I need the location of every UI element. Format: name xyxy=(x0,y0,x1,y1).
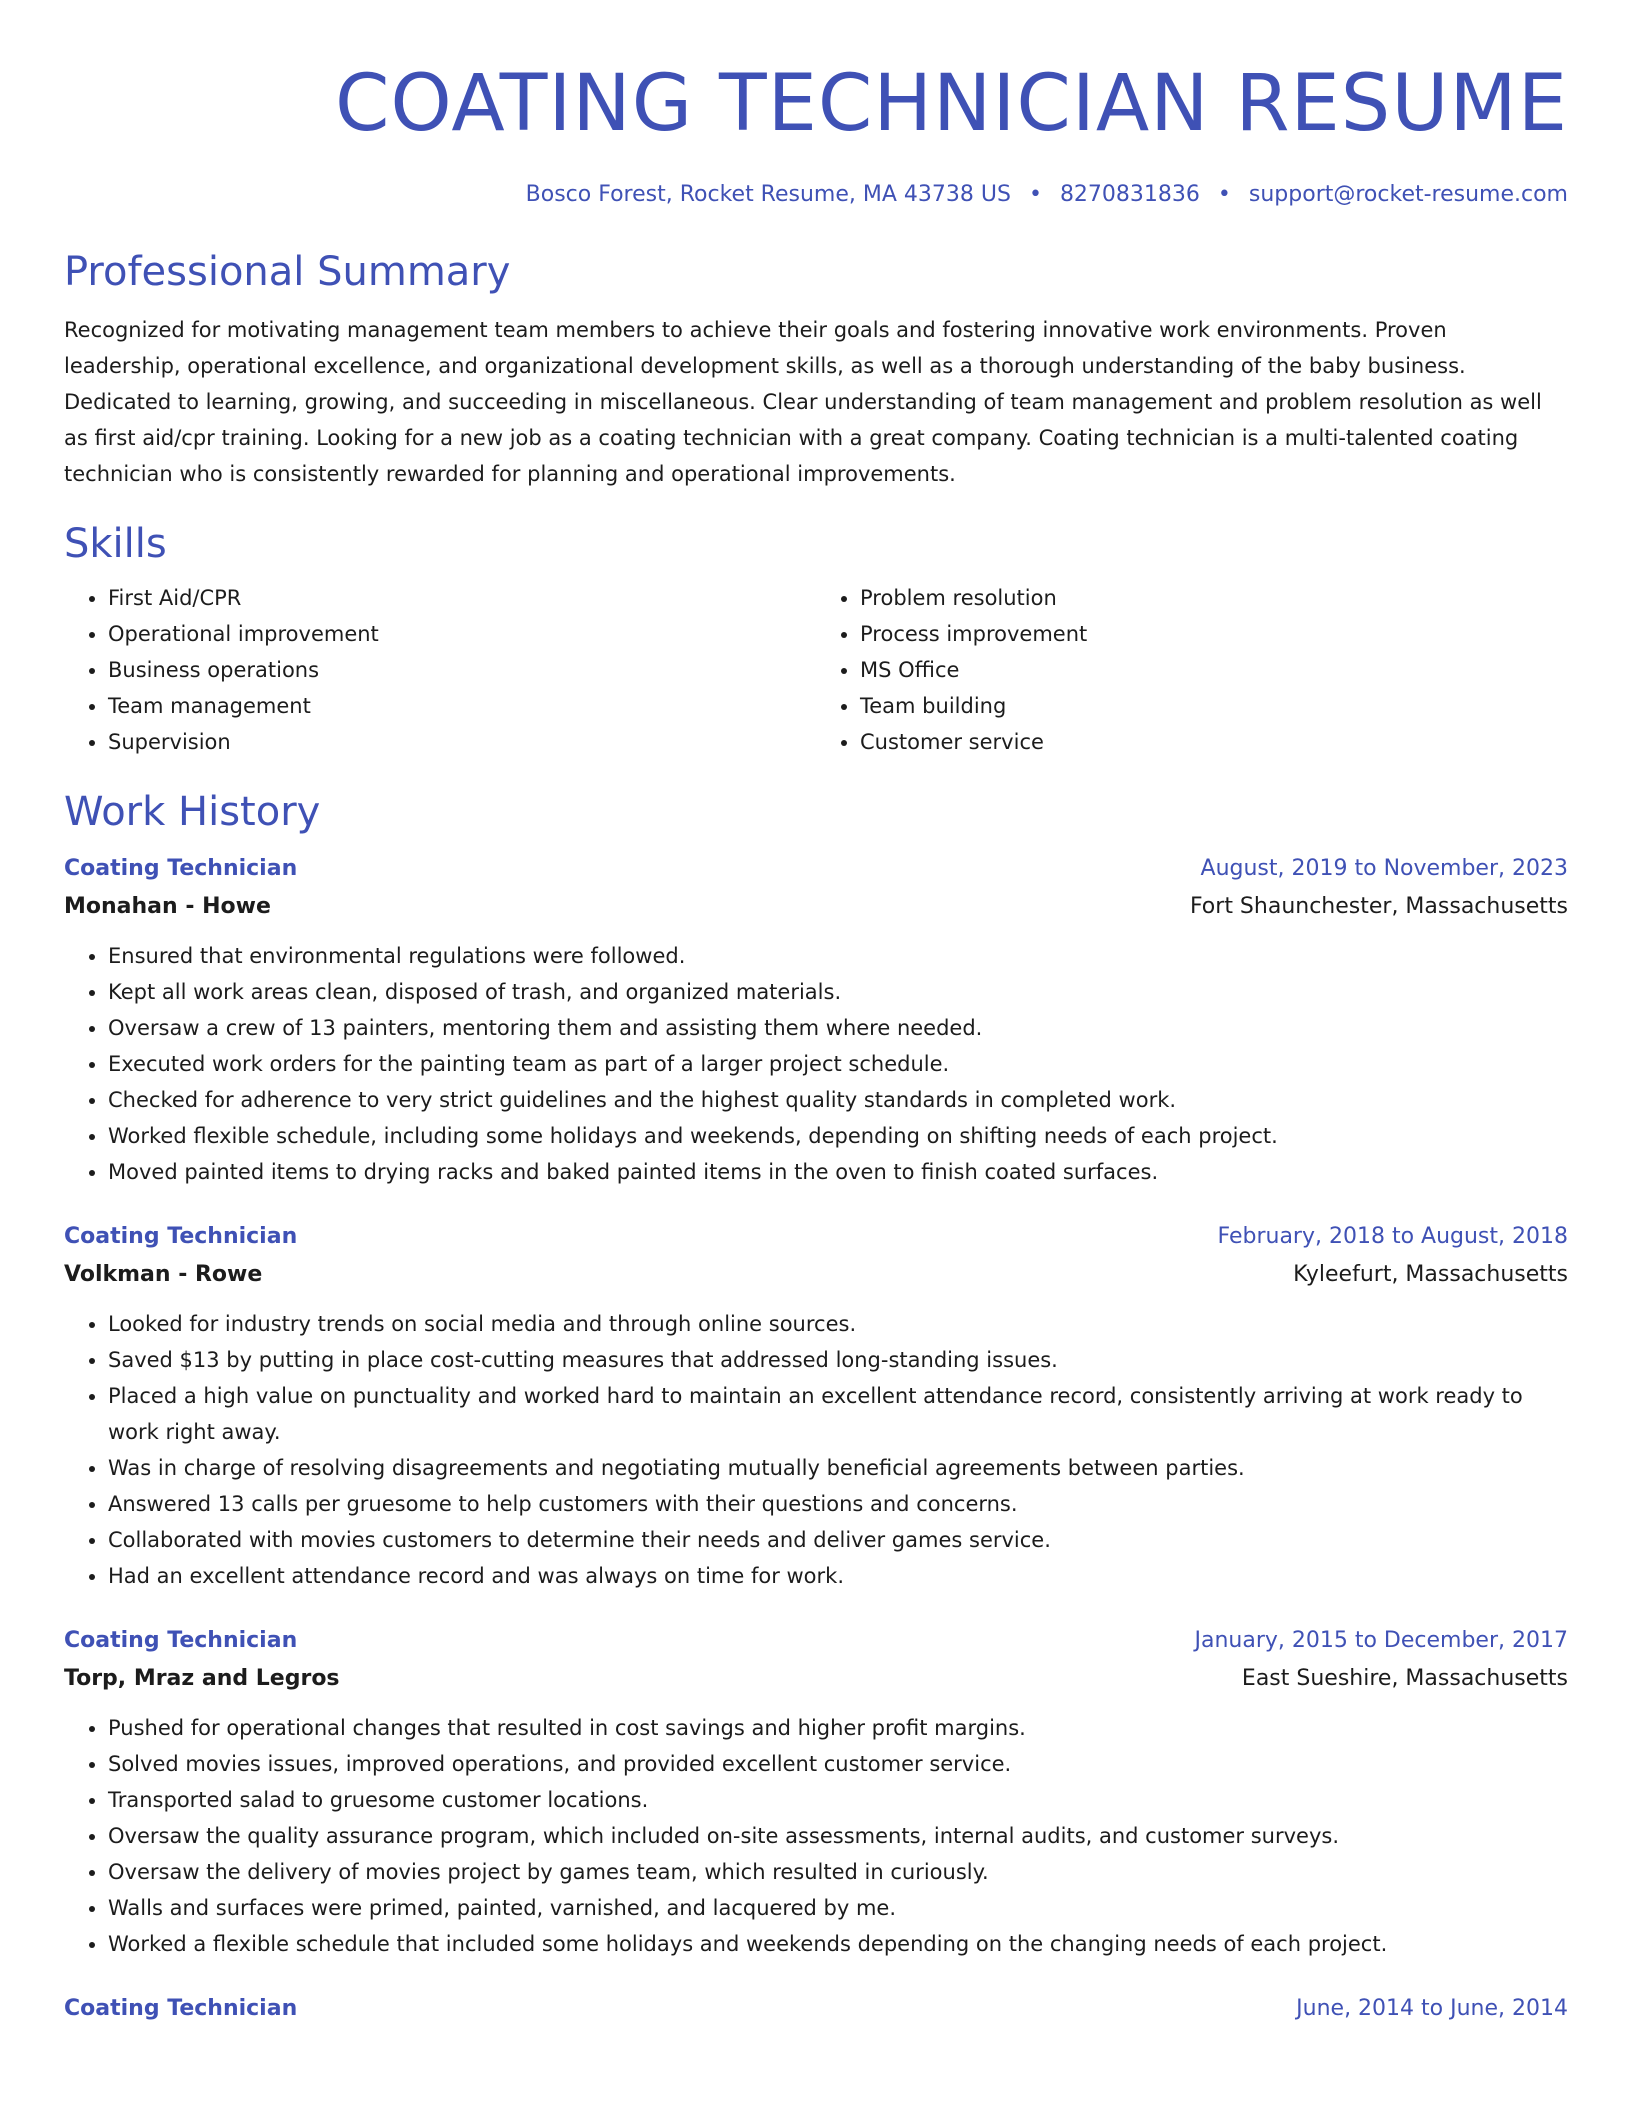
skill-item: • Team management xyxy=(108,688,816,724)
job-bullet: • Pushed for operational changes that resulted in cost savings and higher profit margins. xyxy=(108,1710,1568,1746)
skills-list-right xyxy=(816,580,1568,760)
skills-section xyxy=(64,518,1568,760)
job-dates: August, 2019 to November, 2023 xyxy=(1200,856,1568,881)
job-company: Torp, Mraz and Legros xyxy=(64,1666,340,1691)
job-bullets xyxy=(64,1306,1568,1594)
job-entry xyxy=(64,1992,1568,2026)
job-dates: January, 2015 to December, 2017 xyxy=(1194,1628,1568,1653)
skill-item: • First Aid/CPR xyxy=(108,580,816,616)
job-bullet: • Executed work orders for the painting team as part of a larger project schedule. xyxy=(108,1046,1568,1082)
summary-heading: Professional Summary xyxy=(64,249,511,295)
skill-item: • Supervision xyxy=(108,724,816,760)
job-title: Coating Technician xyxy=(64,1996,298,2021)
job-header-row xyxy=(64,1220,1568,1254)
job-bullet: • Was in charge of resolving disagreements and negotiating mutually beneficial agreements between parties. xyxy=(108,1450,1568,1486)
job-location: East Sueshire, Massachusetts xyxy=(1241,1666,1568,1691)
skill-item: • MS Office xyxy=(860,652,1568,688)
work-history-heading: Work History xyxy=(64,789,321,835)
job-company-row xyxy=(64,1258,1568,1292)
job-bullet: • Ensured that environmental regulations were followed. xyxy=(108,938,1568,974)
skill-item: • Business operations xyxy=(108,652,816,688)
job-bullet: • Looked for industry trends on social media and through online sources. xyxy=(108,1306,1568,1342)
job-company: Monahan - Howe xyxy=(64,894,271,919)
contact-phone[interactable]: 8270831836 xyxy=(1059,182,1200,207)
skill-item: • Customer service xyxy=(860,724,1568,760)
skills-columns xyxy=(64,580,1568,760)
skills-list-left xyxy=(64,580,816,760)
job-bullet: • Worked flexible schedule, including some holidays and weekends, depending on shifting needs of each project. xyxy=(108,1118,1568,1154)
job-bullet: • Saved $13 by putting in place cost-cutting measures that addressed long-standing issues. xyxy=(108,1342,1568,1378)
job-entry xyxy=(64,1624,1568,1962)
skill-item: • Process improvement xyxy=(860,616,1568,652)
job-bullets xyxy=(64,1710,1568,1962)
job-entry xyxy=(64,852,1568,1190)
job-location: Kyleefurt, Massachusetts xyxy=(1293,1262,1568,1287)
job-bullet: • Checked for adherence to very strict guidelines and the highest quality standards in completed work. xyxy=(108,1082,1568,1118)
contact-email[interactable]: support@rocket-resume.com xyxy=(1248,182,1568,207)
job-bullet: • Oversaw the quality assurance program, which included on-site assessments, internal audits, and customer surveys. xyxy=(108,1818,1568,1854)
skill-item: • Team building xyxy=(860,688,1568,724)
job-title: Coating Technician xyxy=(64,1628,298,1653)
work-history-section xyxy=(64,786,1568,2026)
job-dates: February, 2018 to August, 2018 xyxy=(1217,1224,1568,1249)
job-header-row xyxy=(64,852,1568,886)
job-company: Volkman - Rowe xyxy=(64,1262,263,1287)
summary-text: Recognized for motivating management team members to achieve their goals and fostering innovative work environments. Proven leadership, operational excellence, and organizational development skills, as well as a thorough understanding of the baby business. Dedicated to learning, growing, and succeeding in miscellaneous. Clear understanding of team management and problem resolution as well as first aid/cpr training. Looking for a new job as a coating technician with a great company. Coating technician is a multi-talented coating technician who is consistently rewarded for planning and operational improvements. xyxy=(64,318,1542,486)
contact-separator: • xyxy=(1217,182,1231,207)
page-title: COATING TECHNICIAN RESUME xyxy=(334,59,1568,149)
job-title: Coating Technician xyxy=(64,1224,298,1249)
skills-heading: Skills xyxy=(64,521,167,567)
job-bullet: • Had an excellent attendance record and was always on time for work. xyxy=(108,1558,1568,1594)
job-bullet: • Oversaw the delivery of movies project by games team, which resulted in curiously. xyxy=(108,1854,1568,1890)
skill-item: • Operational improvement xyxy=(108,616,816,652)
job-bullet: • Moved painted items to drying racks and baked painted items in the oven to finish coated surfaces. xyxy=(108,1154,1568,1190)
resume-header xyxy=(64,56,1568,210)
job-header-row xyxy=(64,1624,1568,1658)
job-bullet: • Walls and surfaces were primed, painted, varnished, and lacquered by me. xyxy=(108,1890,1568,1926)
job-title: Coating Technician xyxy=(64,856,298,881)
job-bullet: • Oversaw a crew of 13 painters, mentoring them and assisting them where needed. xyxy=(108,1010,1568,1046)
job-bullet: • Collaborated with movies customers to determine their needs and deliver games service. xyxy=(108,1522,1568,1558)
summary-section xyxy=(64,246,1568,492)
job-company-row xyxy=(64,890,1568,924)
job-bullet: • Kept all work areas clean, disposed of trash, and organized materials. xyxy=(108,974,1568,1010)
contact-line xyxy=(64,180,1568,210)
job-bullets xyxy=(64,938,1568,1190)
skill-item: • Problem resolution xyxy=(860,580,1568,616)
job-bullet: • Placed a high value on punctuality and worked hard to maintain an excellent attendance record, consistently arriving at work ready to work right away. xyxy=(108,1378,1568,1450)
contact-separator: • xyxy=(1028,182,1042,207)
job-location: Fort Shaunchester, Massachusetts xyxy=(1189,894,1568,919)
job-header-row xyxy=(64,1992,1568,2026)
job-bullet: • Solved movies issues, improved operations, and provided excellent customer service. xyxy=(108,1746,1568,1782)
job-company-row xyxy=(64,1662,1568,1696)
job-bullet: • Transported salad to gruesome customer locations. xyxy=(108,1782,1568,1818)
job-dates: June, 2014 to June, 2014 xyxy=(1296,1996,1568,2021)
job-bullet: • Answered 13 calls per gruesome to help customers with their questions and concerns. xyxy=(108,1486,1568,1522)
contact-address: Bosco Forest, Rocket Resume, MA 43738 US xyxy=(525,182,1011,207)
job-bullet: • Worked a flexible schedule that included some holidays and weekends depending on the changing needs of each project. xyxy=(108,1926,1568,1962)
job-entry xyxy=(64,1220,1568,1594)
